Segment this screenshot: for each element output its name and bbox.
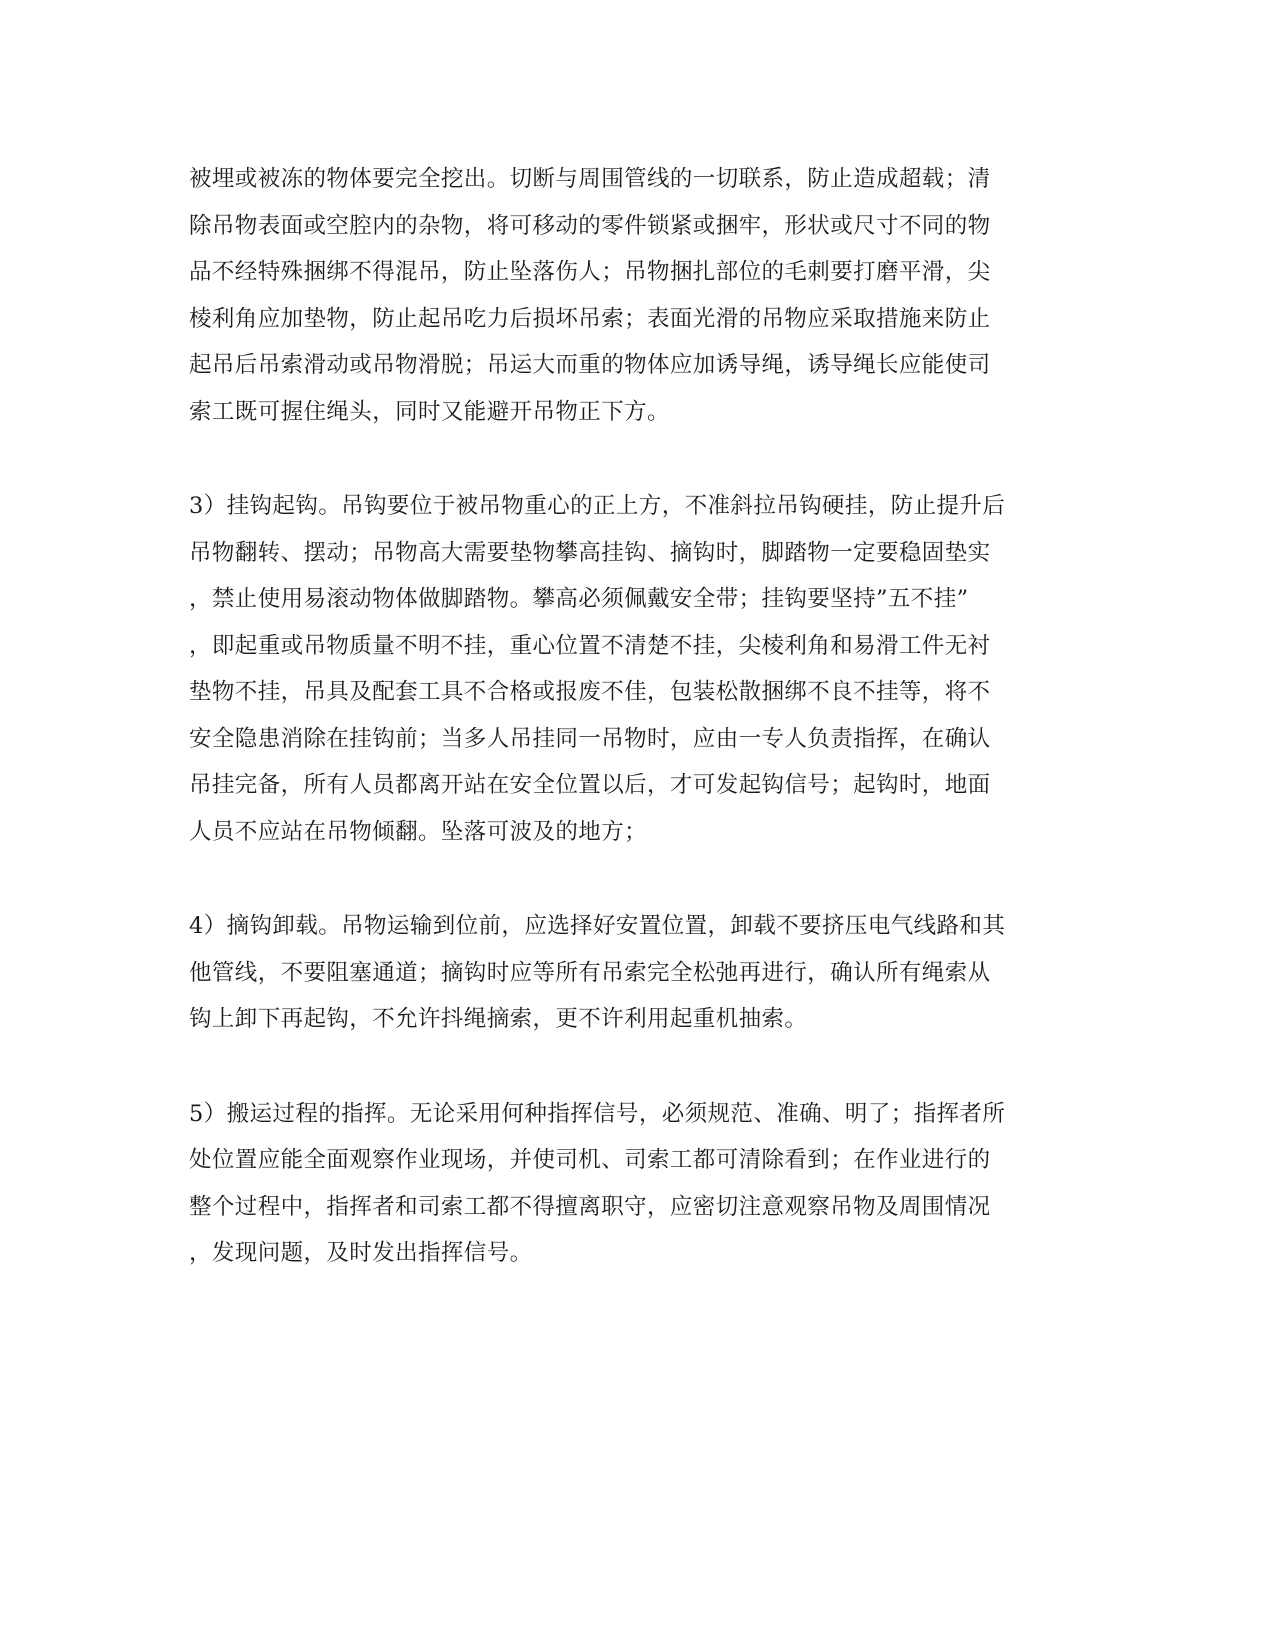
text-line: 垫物不挂，吊具及配套工具不合格或报废不佳，包装松散捆绑不良不挂等，将不 — [189, 679, 991, 705]
text-line: 处位置应能全面观察作业现场，并使司机、司索工都可清除看到；在作业进行的 — [189, 1147, 991, 1173]
text-line: 吊物翻转、摆动；吊物高大需要垫物攀高挂钩、摘钩时，脚踏物一定要稳固垫实 — [189, 539, 991, 566]
text-line: ，发现问题，及时发出指挥信号。 — [189, 1240, 533, 1266]
text-line: 4）摘钩卸载。吊物运输到位前，应选择好安置位置，卸载不要挤压电气线路和其 — [189, 913, 1006, 939]
text-line: 人员不应站在吊物倾翻。坠落可波及的地方； — [189, 818, 648, 845]
text-line: 被埋或被冻的物体要完全挖出。切断与周围管线的一切联系，防止造成超载；清 — [189, 166, 991, 192]
paragraph-1 — [189, 156, 1069, 435]
paragraph-3 — [189, 903, 1069, 1043]
text-line: 品不经特殊捆绑不得混吊，防止坠落伤人；吊物捆扎部位的毛刺要打磨平滑，尖 — [189, 259, 991, 285]
text-line: 整个过程中，指挥者和司索工都不得擅离职守，应密切注意观察吊物及周围情况 — [189, 1193, 991, 1220]
text-line: ，即起重或吊物质量不明不挂，重心位置不清楚不挂，尖棱利角和易滑工件无衬 — [189, 632, 991, 659]
text-line: 安全隐患消除在挂钩前；当多人吊挂同一吊物时，应由一专人负责指挥，在确认 — [189, 725, 991, 752]
text-line: ，禁止使用易滚动物体做脚踏物。攀高必须佩戴安全带；挂钩要坚持”五不挂” — [189, 586, 969, 612]
text-line: 除吊物表面或空腔内的杂物，将可移动的零件锁紧或捆牢，形状或尺寸不同的物 — [189, 212, 991, 239]
paragraph-2 — [189, 483, 1069, 855]
text-line: 起吊后吊索滑动或吊物滑脱；吊运大而重的物体应加诱导绳，诱导绳长应能使司 — [189, 352, 991, 378]
text-line: 他管线，不要阻塞通道；摘钩时应等所有吊索完全松弛再进行，确认所有绳索从 — [189, 959, 991, 986]
text-line: 棱利角应加垫物，防止起吊吃力后损坏吊索；表面光滑的吊物应采取措施来防止 — [189, 305, 991, 332]
text-line: 5）搬运过程的指挥。无论采用何种指挥信号，必须规范、准确、明了；指挥者所 — [189, 1100, 1006, 1127]
text-line: 索工既可握住绳头，同时又能避开吊物正下方。 — [189, 398, 670, 425]
paragraph-4 — [189, 1091, 1069, 1277]
text-line: 3）挂钩起钩。吊钩要位于被吊物重心的正上方，不准斜拉吊钩硬挂，防止提升后 — [189, 493, 1006, 519]
text-line: 吊挂完备，所有人员都离开站在安全位置以后，才可发起钩信号；起钩时，地面 — [189, 772, 991, 798]
text-line: 钩上卸下再起钩，不允许抖绳摘索，更不许利用起重机抽索。 — [189, 1006, 808, 1032]
document-body — [189, 156, 1069, 1325]
